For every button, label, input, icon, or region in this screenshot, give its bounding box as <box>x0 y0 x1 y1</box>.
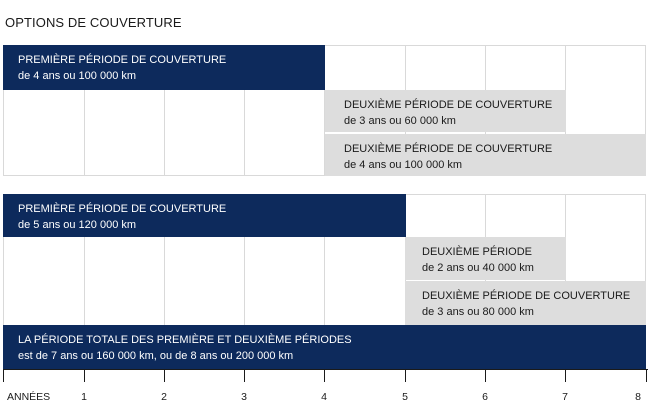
bar-detail: de 3 ans ou 80 000 km <box>422 306 534 318</box>
option-2-second-period-b-bar <box>405 281 646 325</box>
bar-title: DEUXIÈME PÉRIODE <box>422 246 533 258</box>
axis-tick <box>646 369 647 382</box>
bar-title: PREMIÈRE PÉRIODE DE COUVERTURE <box>18 54 227 66</box>
bar-detail: de 4 ans ou 100 000 km <box>18 70 137 82</box>
bar-detail: de 5 ans ou 120 000 km <box>18 219 137 231</box>
bar-detail: de 2 ans ou 40 000 km <box>422 262 534 274</box>
bar-title: PREMIÈRE PÉRIODE DE COUVERTURE <box>18 203 227 215</box>
bar-title: LA PÉRIODE TOTALE DES PREMIÈRE ET DEUXIÈME PÉRIODES <box>18 334 352 346</box>
axis-tick <box>164 369 165 382</box>
axis-tick <box>84 369 85 382</box>
option-1-second-period-a-bar <box>325 90 566 132</box>
bar-detail: de 3 ans ou 60 000 km <box>344 115 456 127</box>
axis-tick <box>405 369 406 382</box>
tick-label-1: 1 <box>81 391 87 403</box>
axis-tick <box>3 369 4 382</box>
bar-detail: est de 7 ans ou 160 000 km, ou de 8 ans ou 200 000 km <box>18 350 294 362</box>
axis-tick <box>324 369 325 382</box>
bar-title: DEUXIÈME PÉRIODE DE COUVERTURE <box>422 290 631 302</box>
page-title: OPTIONS DE COUVERTURE <box>5 15 182 30</box>
tick-label-4: 4 <box>321 391 327 403</box>
option-1-first-period-bar <box>3 45 325 90</box>
year-axis-line <box>3 369 648 370</box>
tick-label-3: 3 <box>241 391 247 403</box>
tick-label-2: 2 <box>161 391 167 403</box>
bar-title: DEUXIÈME PÉRIODE DE COUVERTURE <box>344 143 553 155</box>
tick-label-7: 7 <box>562 391 568 403</box>
option-2-first-period-bar <box>3 194 406 237</box>
axis-tick <box>565 369 566 382</box>
option-1-second-period-b-bar <box>325 134 646 176</box>
tick-label-8: 8 <box>635 391 641 403</box>
tick-label-5: 5 <box>402 391 408 403</box>
axis-tick <box>244 369 245 382</box>
bar-detail: de 4 ans ou 100 000 km <box>344 159 463 171</box>
bar-title: DEUXIÈME PÉRIODE DE COUVERTURE <box>344 99 553 111</box>
axis-label: ANNÉES <box>7 391 51 403</box>
option-2-second-period-a-bar <box>405 237 566 280</box>
axis-tick <box>485 369 486 382</box>
total-period-bar <box>3 325 646 369</box>
tick-label-6: 6 <box>482 391 488 403</box>
